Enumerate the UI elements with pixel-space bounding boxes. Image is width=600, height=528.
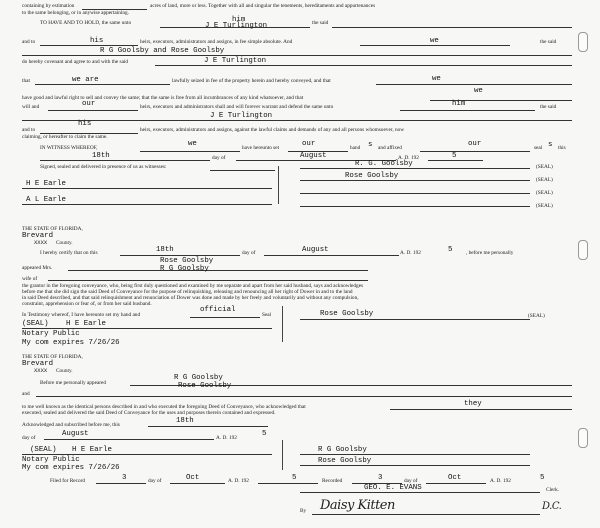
blank-line	[170, 483, 225, 484]
blank-line	[258, 483, 318, 484]
clerk-name: GEO. E. EVANS	[364, 484, 422, 492]
deed-text: heirs, executors and administrators shall and will forever warrant and defend the same unto	[140, 104, 334, 110]
blank-line	[360, 45, 510, 46]
typed-value: his	[90, 37, 104, 45]
punch-hole	[578, 32, 588, 52]
county-label: County.	[56, 368, 73, 374]
blank-line	[44, 439, 214, 440]
ack-text: constraint, apprehension or fear of, or from her said husband.	[22, 301, 152, 307]
ack-text: Before me personally appeared	[40, 380, 107, 386]
typed-value: his	[78, 120, 92, 128]
deed-text: do hereby covenant and agree to and with the said	[22, 59, 129, 65]
deed-text: this	[558, 145, 566, 151]
notary-seal: (SEAL)	[30, 446, 57, 454]
blank-line	[210, 170, 275, 171]
by-label: By	[300, 508, 307, 514]
seal-label: (SEAL)	[536, 164, 553, 170]
signature-line	[300, 465, 530, 466]
deed-text: seal	[534, 145, 543, 151]
grantor-signature-2: Rose Goolsby	[318, 457, 372, 465]
blank-line	[160, 27, 310, 28]
typed-wife-name: Rose Goolsby	[160, 257, 214, 265]
deed-text: A. D. 192	[398, 155, 419, 161]
bracket-line	[282, 440, 283, 470]
deed-text: TO HAVE AND TO HOLD, the same unto	[40, 20, 132, 26]
signature-line	[312, 514, 540, 515]
deed-text: that	[22, 78, 30, 84]
ack-text: In Testimony whereof, I have hereunto set my hand and	[22, 312, 141, 318]
typed-value: they	[464, 400, 482, 408]
typed-day: 3	[378, 474, 383, 482]
typed-value: our	[82, 100, 96, 108]
typed-value: him	[452, 100, 466, 108]
county-name: Brevard	[22, 360, 54, 368]
notary-signature: H E Earle	[66, 320, 106, 328]
state-heading: THE STATE OF FLORIDA,	[22, 354, 83, 360]
ack-text: to me well known as the identical persons described in and who executed the foregoing Deed of Conveyance, who acknowledged that	[22, 404, 306, 410]
ack-text: wife of	[22, 276, 38, 282]
notary-title: Notary Public	[22, 456, 80, 464]
typed-month: August	[62, 430, 89, 438]
county-name: Brevard	[22, 232, 54, 240]
typed-value: we	[430, 37, 439, 45]
deed-text: heirs, executors, administrators and assigns, against the lawful claims and demands of any and all persons whomsoever, now	[140, 127, 405, 133]
blank-line	[40, 160, 210, 161]
deputy-clerk-label: D.C.	[542, 501, 562, 512]
wife-signature: Rose Goolsby	[320, 310, 374, 318]
blank-line	[120, 255, 240, 256]
typed-name: Rose Goolsby	[178, 382, 232, 390]
signature-line	[300, 206, 530, 207]
witness-signature-1: H E Earle	[26, 180, 66, 188]
grantor-signature-1: R. G. Goolsby	[355, 160, 413, 168]
deed-text: containing by estimation	[22, 3, 75, 9]
blank-line	[96, 483, 146, 484]
blank-line	[48, 110, 138, 111]
typed-year: 5	[262, 430, 267, 438]
deed-text: and to	[22, 127, 36, 133]
bracket-line	[278, 166, 279, 204]
filing-text: day of	[148, 478, 162, 484]
deed-text: the said	[540, 39, 557, 45]
ack-text: Acknowledged and subscribed before me, this	[22, 422, 120, 428]
blank-line	[36, 396, 572, 397]
blank-line	[68, 270, 368, 271]
ack-text: the grantor in the foregoing conveyance, who, being first duly questioned and examined by me separate and apart from her said husband, says and acknowledges	[22, 283, 364, 289]
signature-line	[300, 193, 530, 194]
deed-text: hand	[350, 145, 361, 151]
typed-year: 5	[292, 474, 297, 482]
seal-label: (SEAL)	[536, 203, 553, 209]
typed-grantee-name: J E Turlington	[204, 57, 267, 65]
deed-text: the said	[312, 20, 329, 26]
blank-line	[190, 317, 260, 318]
typed-year: 5	[540, 474, 545, 482]
typed-day: 18th	[92, 152, 110, 160]
blank-line	[426, 483, 486, 484]
ack-text: Seal	[262, 312, 272, 318]
filing-text: A. D. 192	[228, 478, 249, 484]
blank-line	[420, 151, 530, 152]
filing-text: Filed for Record	[50, 478, 86, 484]
blank-line	[48, 280, 368, 281]
blank-line	[22, 120, 572, 121]
typed-month: August	[300, 152, 327, 160]
ack-text: appeared Mrs.	[22, 265, 53, 271]
typed-value: our	[302, 140, 316, 148]
typed-month: August	[302, 246, 329, 254]
ack-text: I hereby certify that on this	[40, 250, 98, 256]
seal-label: (SEAL)	[536, 190, 553, 196]
bracket-line	[282, 306, 283, 342]
witness-signature-2: A L Earle	[26, 196, 66, 204]
deed-text: lawfully seized in fee of the property herein and hereby conveyed, and that	[172, 78, 331, 84]
blank-line	[35, 84, 170, 85]
blank-line	[428, 160, 483, 161]
blank-line	[400, 110, 535, 111]
blank-line	[264, 255, 399, 256]
county-label: County.	[56, 240, 73, 246]
blank-line	[332, 27, 572, 28]
filing-text: Recorded	[322, 478, 343, 484]
notary-commission: My com expires 7/26/26	[22, 339, 120, 347]
blank-line	[155, 65, 572, 66]
ack-text: A. D. 192	[216, 435, 237, 441]
seal-label: (SEAL)	[536, 177, 553, 183]
blank-line	[140, 151, 240, 152]
deed-text: and to	[22, 39, 36, 45]
deed-text: have good and lawful right to sell and convey the same; that the same is free from all incumbrances of any kind whatsoever, and that	[22, 95, 304, 101]
signature-line	[300, 319, 530, 320]
typed-month: Oct	[448, 474, 462, 482]
ack-text: in said Deed described, and that said relinquishment and renunciation of Dower was done and made by her freely and voluntarily and without any compulsion,	[22, 295, 359, 301]
notary-commission: My com expires 7/26/26	[22, 464, 120, 472]
typed-value: we	[188, 140, 197, 148]
signature-line	[300, 180, 530, 181]
deed-text: acres of land, more or less. Together with all and singular the tenements, hereditaments and appurtenances	[150, 3, 376, 9]
punch-hole	[578, 428, 588, 448]
blank-line	[148, 426, 268, 427]
typed-year: 5	[448, 246, 453, 254]
blank-line	[40, 45, 138, 46]
typed-grantee-pronoun: him	[232, 16, 246, 24]
notary-title: Notary Public	[22, 330, 80, 338]
county-struck: XXXX	[34, 367, 48, 374]
deed-text: heirs, executors, administrators and assigns, in fee simple absolute. And	[140, 39, 293, 45]
typed-value: we are	[72, 76, 99, 84]
typed-husband-name: R G Goolsby	[160, 265, 209, 273]
deputy-clerk-signature: Daisy Kitten	[320, 498, 395, 513]
typed-grantor-names: R G Goolsby and Rose Goolsby	[100, 47, 225, 55]
typed-day: 18th	[176, 417, 194, 425]
typed-year: 5	[452, 152, 457, 160]
typed-value: our	[468, 140, 482, 148]
ack-text: before me that she did sign the said Deed of Conveyance for the purpose of relinquishing, releasing and renouncing all her right of Dower in and to the land	[22, 289, 353, 295]
state-heading: THE STATE OF FLORIDA,	[22, 226, 83, 232]
deed-text: day of	[212, 155, 226, 161]
blank-line	[22, 55, 572, 56]
signature-line	[300, 168, 530, 169]
signature-line	[300, 454, 530, 455]
signature-line	[22, 454, 272, 455]
ack-text: A. D. 192	[400, 250, 421, 256]
typed-value: s	[548, 141, 553, 149]
notary-signature: H E Earle	[72, 446, 112, 454]
ack-text: , before me personally	[466, 250, 514, 256]
deed-text: will and	[22, 104, 40, 110]
signature-line	[300, 492, 540, 493]
typed-value: official	[200, 306, 236, 314]
punch-hole	[578, 240, 588, 260]
deed-text: IN WITNESS WHEREOF,	[40, 145, 98, 151]
filing-text: day of	[404, 478, 418, 484]
typed-day: 18th	[156, 246, 174, 254]
typed-day: 3	[122, 474, 127, 482]
blank-line	[390, 409, 572, 410]
notary-seal: (SEAL)	[22, 320, 49, 328]
typed-grantee-name: J E Turlington	[205, 22, 268, 30]
clerk-label: Clerk.	[546, 487, 560, 493]
deed-text: Signed, sealed and delivered in presence of us as witnesses:	[40, 164, 167, 170]
grantor-signature-1: R G Goolsby	[318, 446, 367, 454]
typed-value: s	[368, 141, 373, 149]
signature-line	[22, 204, 272, 205]
signature-line	[22, 328, 272, 329]
ack-text: executed, sealed and delivered the said Deed of Conveyance for the uses and purposes therein contained and expressed.	[22, 410, 276, 416]
seal-label: (SEAL)	[528, 313, 545, 319]
typed-name: R G Goolsby	[174, 374, 223, 382]
typed-month: Oct	[186, 474, 200, 482]
deed-text: have hereunto set	[242, 145, 280, 151]
ack-text: and	[22, 391, 30, 397]
typed-value: we	[474, 87, 483, 95]
ack-text: day of	[242, 250, 256, 256]
ack-text: day of	[22, 435, 36, 441]
typed-value: we	[432, 75, 441, 83]
typed-grantee-name: J E Turlington	[210, 112, 273, 120]
grantor-signature-2: Rose Goolsby	[345, 172, 399, 180]
county-struck: XXXX	[34, 239, 48, 246]
deed-text: the said	[540, 104, 557, 110]
filing-text: A. D. 192	[490, 478, 511, 484]
deed-text: claiming, or hereafter to claim the same.	[22, 134, 108, 140]
deed-text: to the same belonging, or in anywise appertaining.	[22, 10, 129, 16]
deed-text: and affixed	[378, 145, 402, 151]
signature-line	[22, 188, 272, 189]
blank-line	[376, 84, 572, 85]
